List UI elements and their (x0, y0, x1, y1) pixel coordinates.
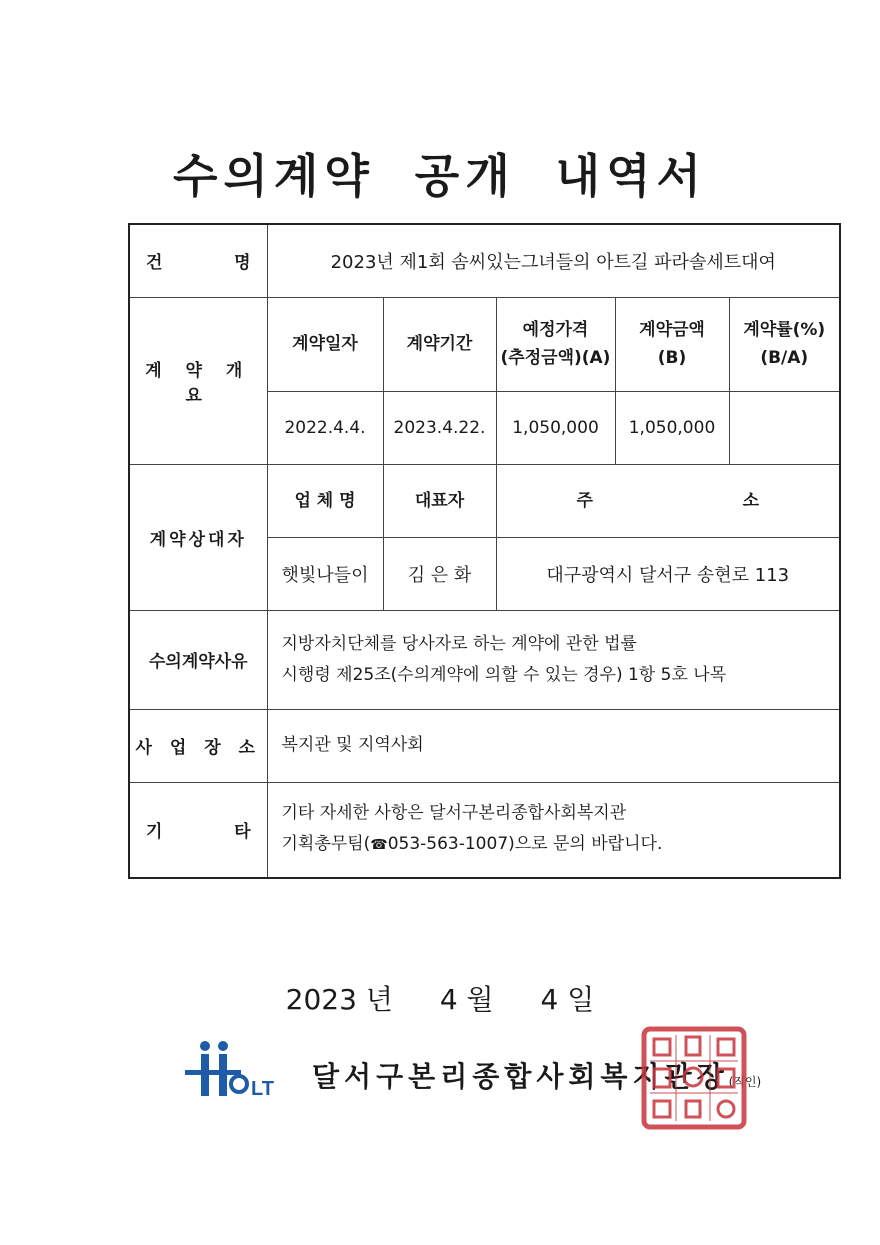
estimate-header-line2: (추정금액)(A) (500, 348, 611, 368)
reason-value (267, 610, 840, 709)
project-value: 2023년 제1회 솜씨있는그녀들의 아트길 파라솔세트대여 (267, 224, 840, 297)
seal-note: (직인) (728, 1075, 762, 1089)
project-label (129, 224, 267, 297)
logo-ring (231, 1076, 247, 1092)
project-label-a: 건 (146, 253, 163, 274)
etc-label-a: 기 (146, 822, 163, 843)
party-label (129, 464, 267, 610)
overview-header-row (129, 297, 840, 391)
rate-header-line1: 계약률(%) (743, 320, 826, 340)
party-header-address (496, 464, 840, 537)
organization-logo (183, 1040, 287, 1102)
address-header-b: 소 (742, 490, 759, 511)
address-header-a: 주 (576, 490, 593, 511)
place-label-text: 사 업 장 소 (135, 738, 261, 758)
etc-line2-prefix: 기획총무팀( (281, 834, 371, 855)
reason-row (129, 610, 840, 709)
seal-glyph-2 (686, 1037, 700, 1055)
seal-glyph-1 (654, 1039, 670, 1055)
reason-line2: 시행령 제25조(수의계약에 의할 수 있는 경우) 1항 5호 나목 (281, 664, 727, 685)
etc-line1: 기타 자세한 사항은 달서구본리종합사회복지관 (281, 803, 627, 824)
seal-glyph-6 (718, 1069, 734, 1087)
reason-line1: 지방자치단체를 당사자로 하는 계약에 관한 법률 (281, 633, 637, 654)
logo-text: LT (251, 1078, 274, 1100)
organization-title: 달서구본리종합사회복지관장 (312, 1060, 729, 1093)
etc-line2 (282, 829, 840, 861)
etc-value (267, 782, 840, 878)
contract-rate (729, 391, 840, 464)
seal-glyph-4 (654, 1069, 670, 1087)
estimated-price: 1,050,000 (496, 391, 615, 464)
seal-glyph-7 (654, 1101, 670, 1117)
contract-amount: 1,050,000 (615, 391, 729, 464)
date-month: 4 (439, 983, 458, 1016)
contract-table (128, 223, 841, 879)
place-label (129, 709, 267, 782)
overview-header-rate (729, 297, 840, 391)
place-row (129, 709, 840, 782)
party-header-row (129, 464, 840, 537)
overview-header-estimate (496, 297, 615, 391)
representative: 김 은 화 (383, 537, 496, 610)
date-month-unit: 월 (466, 983, 494, 1016)
seal-glyph-5 (684, 1068, 702, 1086)
overview-header-period: 계약기간 (383, 297, 496, 391)
phone-icon: ☎ (370, 837, 388, 854)
company-name: 햇빛나들이 (267, 537, 383, 610)
logo-dot-right (218, 1041, 228, 1051)
contract-date: 2022.4.4. (267, 391, 383, 464)
page-title: 수의계약 공개 내역서 (173, 149, 707, 203)
date-day: 4 (540, 983, 559, 1016)
issue-date (0, 978, 880, 1018)
logo-crossbar (185, 1070, 241, 1075)
seal-glyph-8 (686, 1101, 700, 1117)
party-header-company: 업 체 명 (267, 464, 383, 537)
reason-label: 수의계약사유 (129, 610, 267, 709)
logo-dot-left (200, 1041, 210, 1051)
party-label-text: 계약상대자 (149, 529, 247, 550)
date-day-unit: 일 (567, 983, 595, 1016)
date-year-unit: 년 (365, 983, 393, 1016)
estimate-header-line1: 예정가격 (522, 320, 589, 340)
party-header-rep: 대표자 (383, 464, 496, 537)
etc-line2-suffix: 053-563-1007)으로 문의 바랍니다. (387, 834, 663, 855)
project-row (129, 224, 840, 297)
company-address: 대구광역시 달서구 송현로 113 (496, 537, 840, 610)
amount-header-line1: 계약금액 (639, 320, 705, 340)
overview-label-text: 계 약 개 요 (145, 360, 252, 406)
contract-period: 2023.4.22. (383, 391, 496, 464)
etc-label-b: 타 (234, 822, 251, 843)
overview-label (129, 297, 267, 464)
seal-border (644, 1029, 744, 1127)
project-label-b: 명 (234, 253, 251, 274)
overview-header-date: 계약일자 (267, 297, 383, 391)
etc-label (129, 782, 267, 878)
etc-row (129, 782, 840, 878)
official-seal (640, 1025, 748, 1131)
amount-header-line2: (B) (657, 348, 687, 368)
date-year: 2023 (285, 983, 357, 1016)
overview-header-amount (615, 297, 729, 391)
seal-glyph-3 (718, 1039, 734, 1055)
seal-glyph-9 (718, 1101, 734, 1117)
place-value: 복지관 및 지역사회 (267, 709, 840, 782)
rate-header-line2: (B/A) (760, 348, 809, 368)
